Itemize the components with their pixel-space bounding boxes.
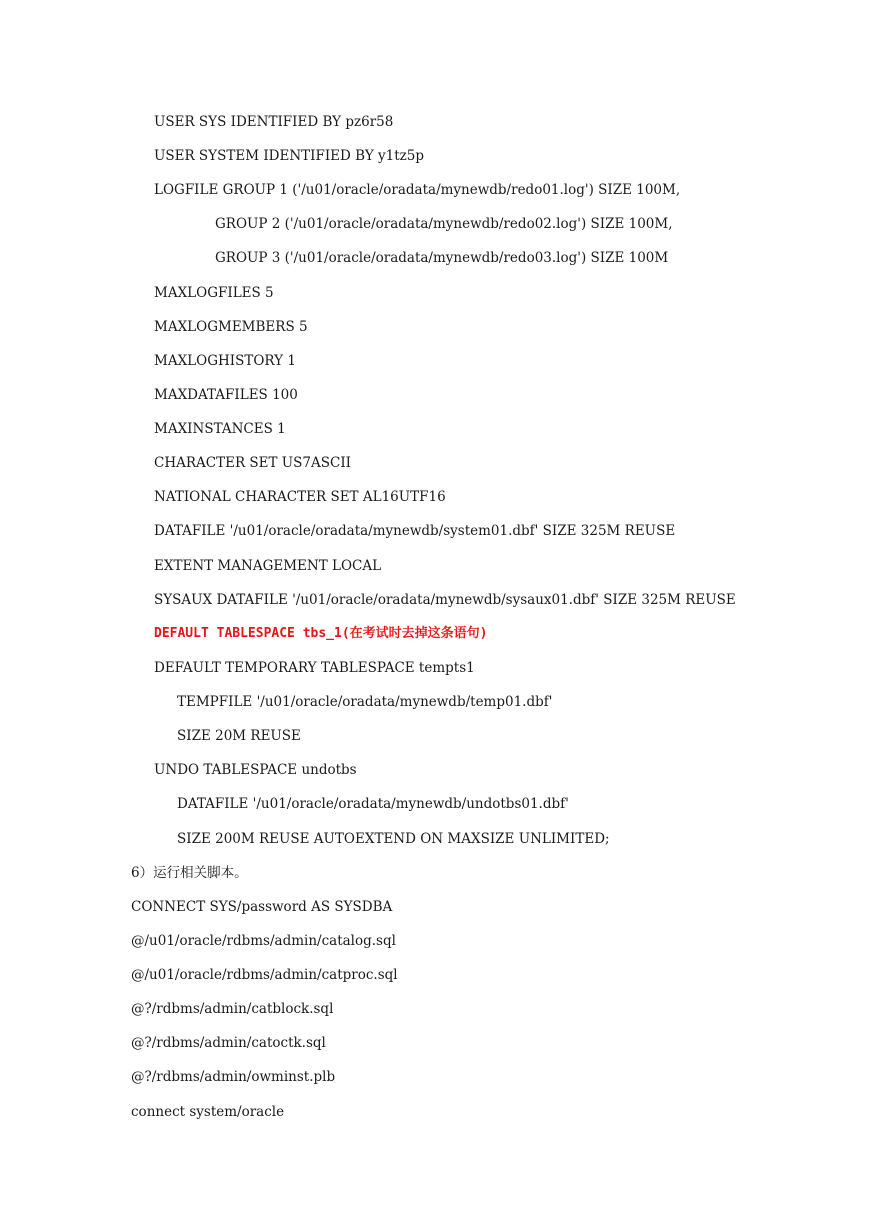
sql-line-default-tablespace-highlight: DEFAULT TABLESPACE tbs_1(在考试时去掉这条语句) bbox=[154, 626, 488, 641]
sql-line-national-character-set: NATIONAL CHARACTER SET AL16UTF16 bbox=[154, 489, 446, 505]
sql-line-character-set: CHARACTER SET US7ASCII bbox=[154, 455, 352, 471]
sql-line-logfile-group-2: GROUP 2 ('/u01/oracle/oradata/mynewdb/redo02.log') SIZE 100M, bbox=[215, 216, 673, 232]
sql-line-undo-datafile: DATAFILE '/u01/oracle/oradata/mynewdb/undotbs01.dbf' bbox=[177, 796, 569, 812]
sql-line-maxdatafiles: MAXDATAFILES 100 bbox=[154, 387, 298, 403]
step-heading: 6）运行相关脚本。 bbox=[131, 865, 248, 881]
script-line-connect-sys: CONNECT SYS/password AS SYSDBA bbox=[131, 899, 393, 915]
script-line-owminst: @?/rdbms/admin/owminst.plb bbox=[131, 1069, 336, 1085]
sql-line-default-temporary-tablespace: DEFAULT TEMPORARY TABLESPACE tempts1 bbox=[154, 660, 475, 676]
sql-line-user-sys: USER SYS IDENTIFIED BY pz6r58 bbox=[154, 114, 394, 130]
sql-line-logfile-group-3: GROUP 3 ('/u01/oracle/oradata/mynewdb/redo03.log') SIZE 100M bbox=[215, 250, 669, 266]
sql-line-tempfile-size: SIZE 20M REUSE bbox=[177, 728, 301, 744]
sql-line-user-system: USER SYSTEM IDENTIFIED BY y1tz5p bbox=[154, 148, 425, 164]
script-line-catalog: @/u01/oracle/rdbms/admin/catalog.sql bbox=[131, 933, 396, 949]
sql-line-maxloghistory: MAXLOGHISTORY 1 bbox=[154, 353, 296, 369]
sql-line-maxlogfiles: MAXLOGFILES 5 bbox=[154, 285, 274, 301]
script-line-catoctk: @?/rdbms/admin/catoctk.sql bbox=[131, 1035, 326, 1051]
sql-line-logfile-group-1: LOGFILE GROUP 1 ('/u01/oracle/oradata/mynewdb/redo01.log') SIZE 100M, bbox=[154, 182, 681, 198]
sql-line-maxlogmembers: MAXLOGMEMBERS 5 bbox=[154, 319, 308, 335]
sql-line-maxinstances: MAXINSTANCES 1 bbox=[154, 421, 286, 437]
sql-line-undo-tablespace: UNDO TABLESPACE undotbs bbox=[154, 762, 357, 778]
script-line-catblock: @?/rdbms/admin/catblock.sql bbox=[131, 1001, 334, 1017]
sql-line-tempfile: TEMPFILE '/u01/oracle/oradata/mynewdb/temp01.dbf' bbox=[177, 694, 553, 710]
script-line-connect-system: connect system/oracle bbox=[131, 1104, 285, 1120]
sql-line-sysaux-datafile: SYSAUX DATAFILE '/u01/oracle/oradata/mynewdb/sysaux01.dbf' SIZE 325M REUSE bbox=[154, 592, 736, 608]
sql-line-datafile-system: DATAFILE '/u01/oracle/oradata/mynewdb/system01.dbf' SIZE 325M REUSE bbox=[154, 523, 676, 539]
sql-line-extent-management: EXTENT MANAGEMENT LOCAL bbox=[154, 558, 382, 574]
script-line-catproc: @/u01/oracle/rdbms/admin/catproc.sql bbox=[131, 967, 398, 983]
sql-line-undo-size: SIZE 200M REUSE AUTOEXTEND ON MAXSIZE UNLIMITED; bbox=[177, 831, 610, 847]
